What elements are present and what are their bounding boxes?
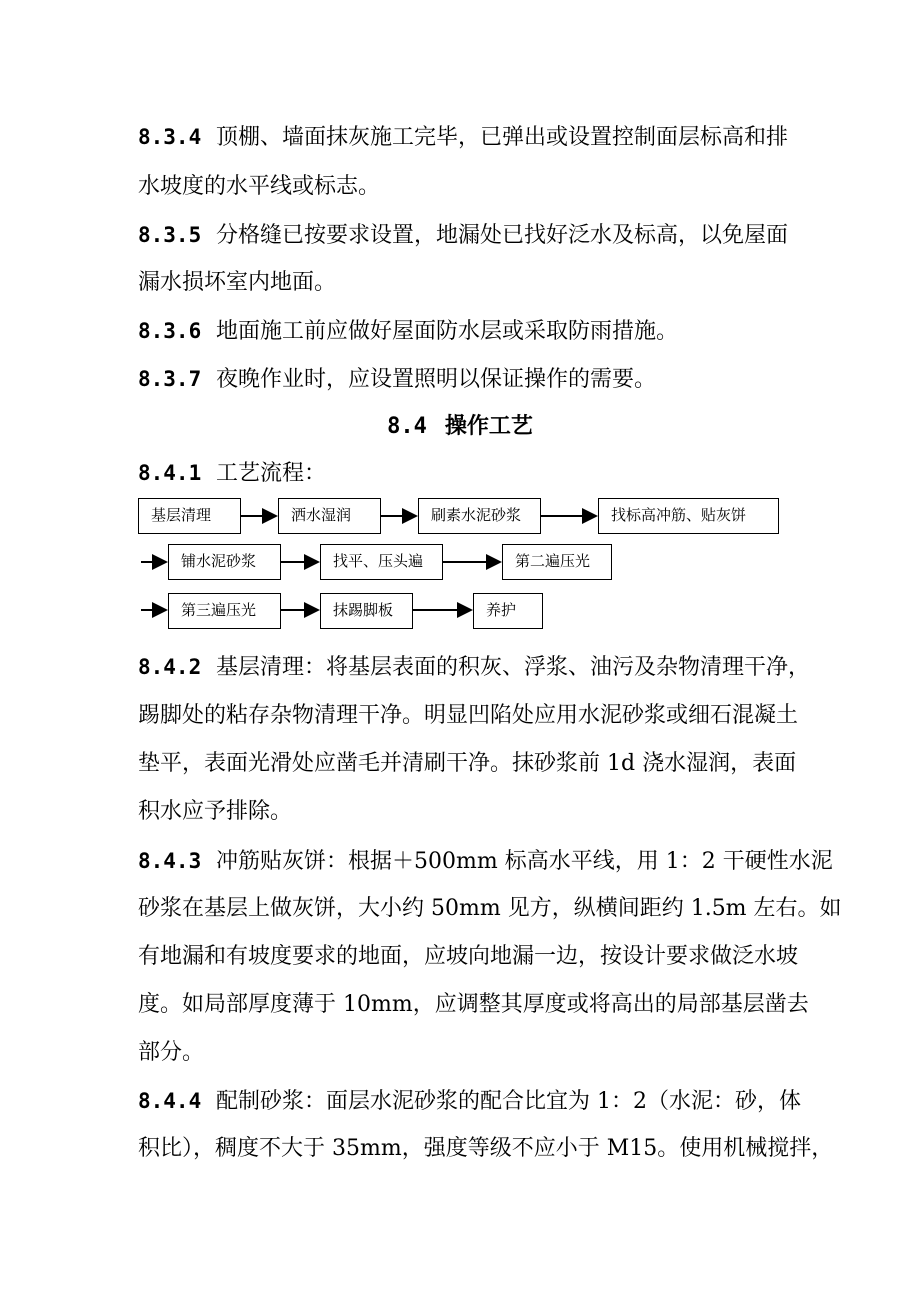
para-8-4-4-line-1 bbox=[138, 1086, 801, 1117]
para-8-4-1 bbox=[138, 458, 326, 489]
section-number: 8.4 bbox=[387, 414, 427, 439]
clause-text: 配制砂浆：面层水泥砂浆的配合比宜为 1：2（水泥：砂，体 bbox=[216, 1089, 801, 1114]
clause-text: 顶棚、墙面抹灰施工完毕，已弹出或设置控制面层标高和排 bbox=[216, 125, 789, 150]
para-8-4-3-line-4: 度。如局部厚度薄于 10mm，应调整其厚度或将高出的局部基层凿去 bbox=[138, 992, 809, 1017]
flow-step-3: 刷素水泥砂浆 bbox=[418, 498, 541, 534]
clause-text: 分格缝已按要求设置，地漏处已找好泛水及标高，以免屋面 bbox=[216, 223, 789, 248]
clause-number: 8.4.2 bbox=[138, 655, 202, 679]
para-8-4-3-line-1 bbox=[138, 846, 833, 877]
para-8-3-5-line-1 bbox=[138, 220, 788, 251]
flow-step-9: 抹踢脚板 bbox=[320, 593, 413, 629]
clause-number: 8.4.3 bbox=[138, 849, 202, 873]
para-8-4-2-line-2: 踢脚处的粘存杂物清理干净。明显凹陷处应用水泥砂浆或细石混凝土 bbox=[138, 703, 799, 728]
clause-number: 8.3.4 bbox=[138, 125, 202, 149]
clause-number: 8.4.1 bbox=[138, 461, 202, 485]
flow-step-6: 找平、压头遍 bbox=[320, 544, 443, 580]
clause-text: 基层清理：将基层表面的积灰、浮浆、油污及杂物清理干净， bbox=[216, 655, 811, 680]
flow-step-4: 找标高冲筋、贴灰饼 bbox=[598, 498, 779, 534]
clause-text: 夜晚作业时，应设置照明以保证操作的需要。 bbox=[216, 367, 657, 392]
para-8-3-4-line-1 bbox=[138, 122, 788, 153]
para-8-3-6 bbox=[138, 316, 678, 347]
flow-step-10: 养护 bbox=[473, 593, 543, 629]
para-8-4-2-line-3: 垫平，表面光滑处应凿毛并清刷干净。抹砂浆前 1d 浇水湿润，表面 bbox=[138, 751, 797, 776]
clause-text: 工艺流程： bbox=[216, 461, 327, 486]
section-title: 操作工艺 bbox=[444, 413, 533, 439]
para-8-4-3-line-5: 部分。 bbox=[138, 1040, 205, 1065]
para-8-3-7 bbox=[138, 364, 656, 395]
clause-number: 8.3.6 bbox=[138, 319, 202, 343]
para-8-3-4-line-2: 水坡度的水平线或标志。 bbox=[138, 174, 381, 199]
clause-number: 8.3.5 bbox=[138, 223, 202, 247]
para-8-4-4-line-2: 积比），稠度不大于 35mm，强度等级不应小于 M15。使用机械搅拌， bbox=[138, 1136, 834, 1161]
para-8-4-3-line-2: 砂浆在基层上做灰饼，大小约 50mm 见方，纵横间距约 1.5m 左右。如 bbox=[138, 896, 842, 921]
section-heading bbox=[0, 411, 920, 442]
clause-number: 8.4.4 bbox=[138, 1089, 202, 1113]
flow-step-1: 基层清理 bbox=[138, 498, 241, 534]
flow-step-7: 第二遍压光 bbox=[502, 544, 612, 580]
flow-step-5: 铺水泥砂浆 bbox=[168, 544, 281, 580]
flow-step-2: 洒水湿润 bbox=[278, 498, 381, 534]
para-8-4-3-line-3: 有地漏和有坡度要求的地面，应坡向地漏一边，按设计要求做泛水坡 bbox=[138, 944, 799, 969]
para-8-3-5-line-2: 漏水损坏室内地面。 bbox=[138, 270, 337, 295]
clause-text: 冲筋贴灰饼：根据＋500mm 标高水平线，用 1：2 干硬性水泥 bbox=[216, 849, 833, 874]
para-8-4-2-line-1 bbox=[138, 652, 810, 683]
para-8-4-2-line-4: 积水应予排除。 bbox=[138, 799, 293, 824]
clause-text: 地面施工前应做好屋面防水层或采取防雨措施。 bbox=[216, 319, 679, 344]
flow-step-8: 第三遍压光 bbox=[168, 593, 281, 629]
clause-number: 8.3.7 bbox=[138, 367, 202, 391]
